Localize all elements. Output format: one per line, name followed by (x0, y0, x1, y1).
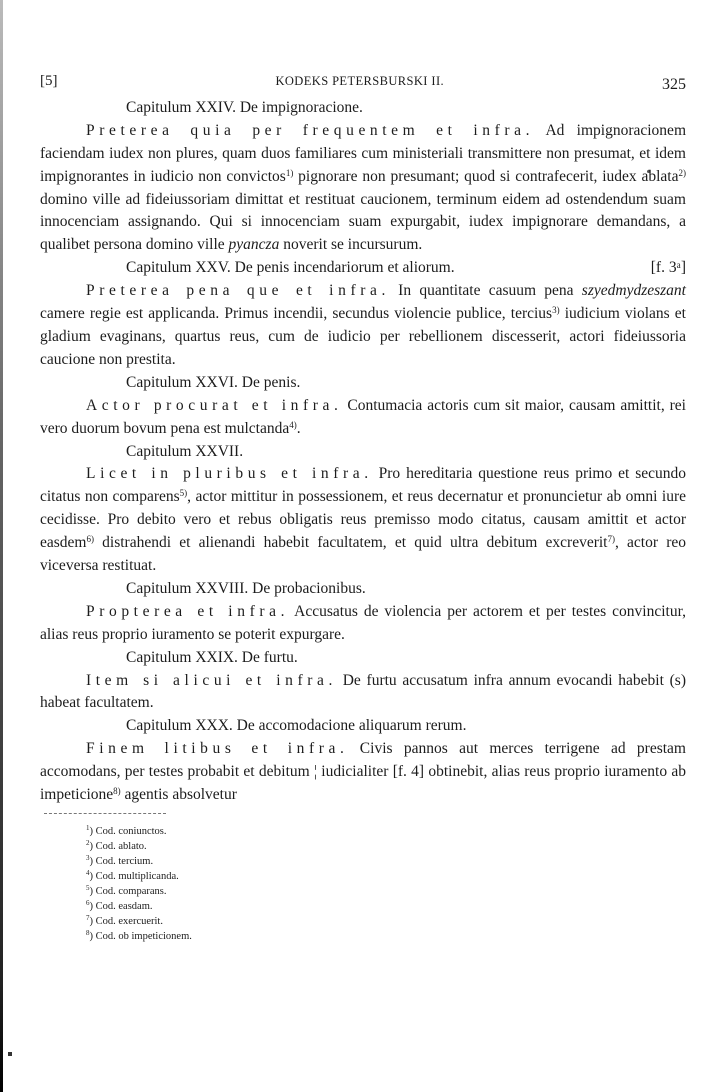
vernacular-term: pyancza (228, 236, 280, 254)
footnote: $^1$) Cod. coniunctos. (86, 824, 167, 837)
incipit: Propterea et infra. (86, 602, 290, 620)
chapter-text: Preterea pena que et infra. In quantitate casuum pena szyedmydzeszant camere regie est applicanda. Primus incendii, secundus violencie publice, tercius$^{3)}$ iudicium violans et gladium evaginans, quartus reus, cum de iudicio per rebellionem discesserit, actori fideiussoria caucione non prestita. (40, 282, 686, 368)
footnote: $^5$) Cod. comparans. (86, 884, 167, 897)
chapter-heading: Capitulum XXIV. De impignoracione. (126, 98, 363, 116)
chapter-text: Finem litibus et infra. Civis pannos aut merces terrigene ad prestam accomodans, per testes probabit et debitum ¦ iudicialiter [f. 4] obtinebit, alias reus proprio iuramento ab impeticione$^{8)}$ agentis absolvetur (40, 740, 686, 804)
header-title: KODEKS PETERSBURSKI II. (275, 74, 445, 88)
chapter-text: Actor procurat et infra. Contumacia actoris cum sit maior, causam amittit, rei vero duorum bovum pena est mulctanda$^{4)}$. (40, 396, 686, 437)
footnote-ref: 3) (552, 305, 560, 316)
footnote: $^4$) Cod. multiplicanda. (86, 869, 179, 882)
chapter-text: Propterea et infra. Accusatus de violencia per actorem et per testes convincitur, alias reus proprio iuramento se poterit expurgare. (40, 602, 687, 643)
folio-marker: [f. 3ᵃ] (650, 259, 686, 277)
footnote-ref: 2) (678, 167, 686, 178)
chapter-heading: Capitulum XXIX. De furtu. (126, 648, 298, 666)
footnote-ref: 6) (86, 534, 94, 545)
document-page (40, 70, 686, 944)
footnote-ref: 1) (285, 167, 294, 178)
header-bracket-number: [5] (40, 73, 58, 89)
chapter-heading: Capitulum XXVI. De penis. (126, 373, 301, 391)
scan-mark (8, 1052, 12, 1056)
chapter-text: Item si alicui et infra. De furtu accusatum infra annum evocandi habebit (s) habeat facultatem. (40, 671, 686, 712)
footnote: $^8$) Cod. ob impeticionem. (86, 929, 192, 942)
chapter-heading: Capitulum XXX. De accomodacione aliquarum rerum. (126, 717, 467, 735)
chapter-heading: Capitulum XXVII. (126, 442, 244, 460)
incipit: Actor procurat et infra. (86, 396, 343, 414)
footnote-ref: 4) (289, 419, 297, 430)
page-number: 325 (662, 76, 686, 93)
incipit: Preterea pena que et infra. (86, 282, 390, 300)
chapter-text: Licet in pluribus et infra. Pro hereditaria questione reus primo et secundo citatus non comparens$^{5)}$, actor mittitur in possessionem, et reus decernatur et pronuncietur ab omni iure cecidisse. Pro debito vero et rebus obligatis reus premisso modo citatus, causam amittit et actor easdem$^{6)}$ distrahendi et alienandi habebit facultatem, et quid ultra debitum excreverit$^{7)}$, actor reo viceversa restituat. (40, 465, 686, 575)
footnote: $^2$) Cod. ablato. (86, 839, 147, 852)
incipit: Licet in pluribus et infra. (86, 465, 373, 483)
footnote-ref: 5) (179, 488, 188, 499)
incipit: Finem litibus et infra. (86, 740, 349, 758)
chapter-heading: Capitulum XXV. De penis incendariorum et aliorum. [f. 3ᵃ] (40, 257, 686, 280)
chapter-text: Preterea quia per frequentem et infra. Ad impignoracionem faciendam iudex non plures, quam duos familiares cum ministeriali transmittere non presumat, et idem impignorantes in iudicio non convictos$^{1)}$ pignorare non presumant; quod si contrafecerit, iudex ablata$^{2)}$ domino ville ad fideiussoriam dimittat et restituat caucionem, terminum eidem ad ostendendum suam innocenciam assignando. Qui si innocenciam suam expurgabit, iudex impignorare demandans, a qualibet persona domino ville pyancza noverit se incursurum. (40, 121, 686, 254)
incipit: Preterea quia per frequentem et infra. (86, 121, 535, 139)
footnotes (86, 824, 686, 944)
footnote-ref: 8) (113, 786, 121, 797)
footnote-ref: 7) (607, 534, 615, 545)
running-header (40, 70, 686, 93)
footnote-divider (44, 813, 166, 814)
footnote: $^6$) Cod. easdam. (86, 899, 153, 912)
chapter-heading: Capitulum XXVIII. De probacionibus. (126, 579, 366, 597)
scan-left-edge (0, 0, 3, 1092)
vernacular-term: szyedmydzeszant (581, 282, 686, 300)
footnote: $^3$) Cod. tercium. (86, 854, 154, 867)
incipit: Item si alicui et infra. (86, 671, 337, 689)
footnote: $^7$) Cod. exercuerit. (86, 914, 163, 927)
